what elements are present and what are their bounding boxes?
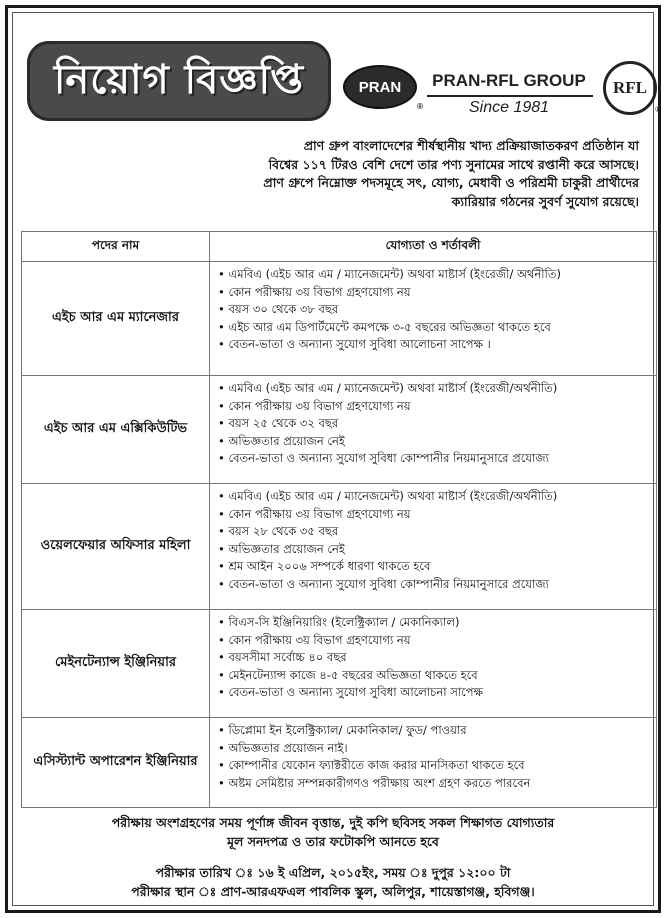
header <box>13 13 661 133</box>
requirement-item: • কোন পরীক্ষায় ৩য় বিভাগ গ্রহণযোগ্য নয় <box>218 506 648 524</box>
requirement-item: • অভিজ্ঞতার প্রয়োজন নেই <box>218 433 648 451</box>
table-row <box>22 376 657 484</box>
position-name: মেইনটেন্যান্স ইঞ্জিনিয়ার <box>22 610 210 718</box>
footer-note: মূল সনদপত্র ও তার ফটোকপি আনতে হবে <box>227 834 439 849</box>
requirement-item: • বেতন-ভাতা ও অন্যান্য সুযোগ সুবিধা আলোচনা সাপেক্ষ <box>218 684 648 702</box>
requirement-item: • ডিপ্লোমা ইন ইলেক্ট্রিক্যাল/ মেকানিকাল/ ফুড/ পাওয়ার <box>218 722 648 740</box>
requirement-item: • অষ্টম সেমিষ্টার সম্পন্নকারীগণও পরীক্ষায় অংশ গ্রহণ করতে পারবেন <box>218 775 648 793</box>
table-row <box>22 718 657 808</box>
jobs-table <box>21 231 657 808</box>
requirement-item: • এমবিএ (এইচ আর এম / ম্যানেজমেন্ট) অথবা মাষ্টার্স (ইংরেজী/অর্থনীতি) <box>218 380 648 398</box>
position-name: ওয়েলফেয়ার অফিসার মহিলা <box>22 484 210 610</box>
requirement-item: • কোন পরীক্ষায় ৩য় বিভাগ গ্রহণযোগ্য নয় <box>218 398 648 416</box>
requirements-cell <box>210 376 657 484</box>
job-circular <box>5 5 661 913</box>
registered-icon: ® <box>417 102 423 111</box>
requirements-cell <box>210 262 657 376</box>
column-header-requirements: যোগ্যতা ও শর্তাবলী <box>210 232 657 262</box>
intro-line: বিশ্বের ১১৭ টিরও বেশি দেশে তার পণ্য সুনামের সাথে রপ্তানী করে আসছে। <box>268 156 639 172</box>
group-name: PRAN-RFL GROUP <box>432 71 586 90</box>
exam-date: পরীক্ষার তারিখ ঃ ১৬ ই এপ্রিল, ২০১৫ইং, সময় ঃ দুপুর ১২:০০ টা <box>155 865 511 880</box>
position-name: এসিস্ট্যান্ট অপারেশন ইঞ্জিনিয়ার <box>22 718 210 808</box>
since-text: Since 1981 <box>468 99 550 116</box>
requirement-item: • এমবিএ (এইচ আর এম / ম্যানেজমেন্ট) অথবা মাষ্টার্স (ইংরেজী/ অর্থনীতি) <box>218 266 648 284</box>
requirement-item: • কোন পরীক্ষায় ৩য় বিভাগ গ্রহণযোগ্য নয় <box>218 284 648 302</box>
requirements-cell <box>210 610 657 718</box>
rfl-logo-text: RFL <box>613 78 647 97</box>
exam-venue: পরীক্ষার স্থান ঃ প্রাণ-আরএফএল পাবলিক স্কুল, অলিপুর, শায়েস্তাগঞ্জ, হবিগঞ্জ। <box>131 884 535 899</box>
requirement-item: • বয়সসীমা সর্বোচ্চ ৪০ বছর <box>218 649 648 667</box>
table-header-row <box>22 232 657 262</box>
intro-paragraph <box>133 137 639 211</box>
requirement-item: • অভিজ্ঞতার প্রয়োজন নেই <box>218 541 648 559</box>
requirement-item: • এইচ আর এম ডিপার্টমেন্টে কমপক্ষে ৩-৫ বছরের অভিজ্ঞতা থাকতে হবে <box>218 319 648 337</box>
requirements-cell <box>210 484 657 610</box>
intro-line: ক্যারিয়ার গঠনের সুবর্ণ সুযোগ রয়েছে। <box>451 193 639 209</box>
requirement-item: • বিএস-সি ইঞ্জিনিয়ারিং (ইলেক্ট্রিক্যাল / মেকানিক্যাল) <box>218 614 648 632</box>
title-banner <box>27 41 331 121</box>
position-name: এইচ আর এম এক্সিকিউটিভ <box>22 376 210 484</box>
requirement-item: • বয়স ৩০ থেকে ৩৮ বছর <box>218 301 648 319</box>
table-row <box>22 610 657 718</box>
column-header-position: পদের নাম <box>22 232 210 262</box>
page-title: নিয়োগ বিজ্ঞপ্তি <box>53 56 304 103</box>
divider <box>427 95 593 97</box>
rfl-logo <box>603 61 661 115</box>
table-row <box>22 262 657 376</box>
requirements-cell <box>210 718 657 808</box>
registered-icon: ® <box>655 105 661 114</box>
requirement-item: • বয়স ২৫ থেকে ৩২ বছর <box>218 415 648 433</box>
requirement-item: • এমবিএ (এইচ আর এম / ম্যানেজমেন্ট) অথবা মাষ্টার্স (ইংরেজী/অর্থনীতি) <box>218 488 648 506</box>
requirement-item: • বেতন-ভাতা ও অন্যান্য সুযোগ সুবিধা কোম্পানীর নিয়মানুসারে প্রযোজ্য <box>218 450 648 468</box>
requirement-item: • কোম্পানীর যেকোন ফ্যাক্টরীতে কাজ করার মানসিকতা থাকতে হবে <box>218 757 648 775</box>
requirement-item: • শ্রম আইন ২০০৬ সম্পর্কে ধারণা থাকতে হবে <box>218 558 648 576</box>
requirement-item: • কোন পরীক্ষায় ৩য় বিভাগ গ্রহণযোগ্য নয় <box>218 632 648 650</box>
table-row <box>22 484 657 610</box>
requirement-item: • বেতন-ভাতা ও অন্যান্য সুযোগ সুবিধা আলোচনা সাপেক্ষ । <box>218 336 648 354</box>
requirement-item: • মেইনটেন্যান্স কাজে ৪-৫ বছরের অভিজ্ঞতা থাকতে হবে <box>218 667 648 685</box>
inner-border <box>12 12 661 906</box>
requirement-item: • বয়স ২৮ থেকে ৩৫ বছর <box>218 523 648 541</box>
requirement-item: • অভিজ্ঞতার প্রয়োজন নাই। <box>218 740 648 758</box>
intro-line: প্রাণ গ্রুপে নিম্নোক্ত পদসমূহে সৎ, যোগ্য, মেধাবী ও পরিশ্রমী চাকুরী প্রার্থীদের <box>263 175 639 190</box>
footer <box>21 813 645 901</box>
pran-logo <box>343 65 423 111</box>
intro-line: প্রাণ গ্রুপ বাংলাদেশের শীর্ষস্থানীয় খাদ্য প্রক্রিয়াজাতকরণ প্রতিষ্ঠান যা <box>303 138 639 153</box>
footer-note: পরীক্ষায় অংশগ্রহণের সময় পূর্ণাঙ্গ জীবন বৃত্তান্ত, দুই কপি ছবিসহ সকল শিক্ষাগত যোগ্যতার <box>111 815 555 830</box>
position-name: এইচ আর এম ম্যানেজার <box>22 262 210 376</box>
pran-logo-text: PRAN <box>358 78 402 96</box>
requirement-item: • বেতন-ভাতা ও অন্যান্য সুযোগ সুবিধা কোম্পানীর নিয়মানুসারে প্রযোজ্য <box>218 576 648 594</box>
